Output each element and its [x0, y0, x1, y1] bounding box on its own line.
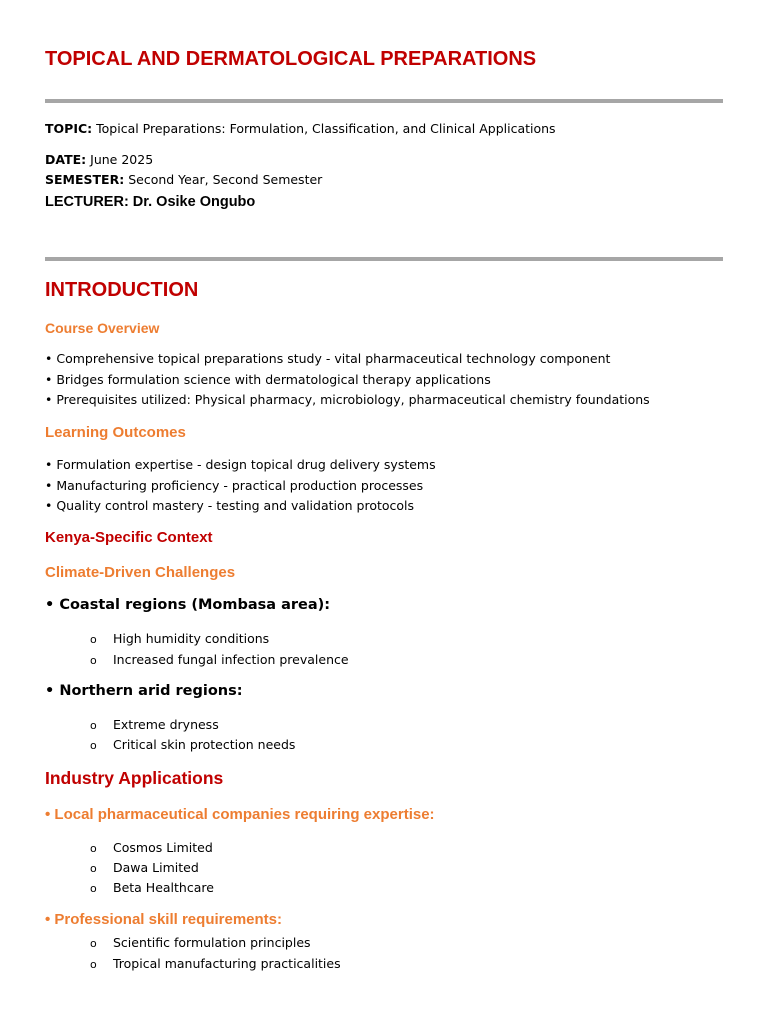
- industry-applications-heading: Industry Applications: [45, 768, 224, 788]
- sub-list-item: o Dawa Limited: [90, 860, 199, 875]
- kenya-context-heading: Kenya-Specific Context: [45, 529, 213, 546]
- local-companies-label: • Local pharmaceutical companies requiring expertise:: [45, 806, 435, 823]
- climate-challenges-heading: Climate-Driven Challenges: [45, 564, 236, 581]
- sub-list-item: o Critical skin protection needs: [90, 737, 296, 752]
- sub-list-item: o High humidity conditions: [90, 631, 270, 646]
- list-item: • Bridges formulation science with dermatological therapy applications: [45, 372, 491, 387]
- sub-bullet-marker: o: [90, 958, 97, 971]
- topic-value: Topical Preparations: Formulation, Classification, and Clinical Applications: [96, 121, 556, 136]
- list-item: • Manufacturing proficiency - practical production processes: [45, 478, 424, 493]
- date-value: June 2025: [90, 152, 154, 167]
- document-title: TOPICAL AND DERMATOLOGICAL PREPARATIONS: [45, 48, 537, 70]
- sub-bullet-marker: o: [90, 937, 97, 950]
- title-divider: [45, 99, 723, 103]
- sub-bullet-marker: o: [90, 719, 97, 732]
- sub-list-item: o Cosmos Limited: [90, 840, 213, 855]
- course-overview-heading: Course Overview: [45, 320, 160, 336]
- sub-list-item: o Increased fungal infection prevalence: [90, 652, 349, 667]
- sub-bullet-marker: o: [90, 882, 97, 895]
- sub-list-item: o Tropical manufacturing practicalities: [90, 956, 341, 971]
- sub-bullet-marker: o: [90, 633, 97, 646]
- list-item: • Comprehensive topical preparations study - vital pharmaceutical technology component: [45, 351, 611, 366]
- topic-line: [45, 121, 556, 136]
- northern-regions-label: • Northern arid regions:: [45, 683, 243, 699]
- learning-outcomes-heading: Learning Outcomes: [45, 424, 186, 441]
- list-item: • Formulation expertise - design topical drug delivery systems: [45, 457, 436, 472]
- list-item: • Quality control mastery - testing and validation protocols: [45, 498, 415, 513]
- semester-label: SEMESTER:: [45, 172, 125, 187]
- list-item: • Prerequisites utilized: Physical pharmacy, microbiology, pharmaceutical chemistry foundations: [45, 392, 650, 407]
- sub-bullet-marker: o: [90, 654, 97, 667]
- sub-list-item: o Scientific formulation principles: [90, 935, 311, 950]
- meta-divider: [45, 257, 723, 261]
- sub-list-item: o Extreme dryness: [90, 717, 219, 732]
- topic-label: TOPIC:: [45, 121, 93, 136]
- coastal-regions-label: • Coastal regions (Mombasa area):: [45, 597, 331, 613]
- date-line: [45, 152, 153, 167]
- semester-line: [45, 172, 322, 187]
- sub-bullet-marker: o: [90, 842, 97, 855]
- skill-requirements-label: • Professional skill requirements:: [45, 911, 282, 928]
- sub-bullet-marker: o: [90, 739, 97, 752]
- lecturer-line: LECTURER: Dr. Osike Ongubo: [45, 194, 256, 210]
- introduction-heading: INTRODUCTION: [45, 279, 199, 301]
- sub-list-item: o Beta Healthcare: [90, 880, 214, 895]
- date-label: DATE:: [45, 152, 87, 167]
- semester-value: Second Year, Second Semester: [128, 172, 323, 187]
- sub-bullet-marker: o: [90, 862, 97, 875]
